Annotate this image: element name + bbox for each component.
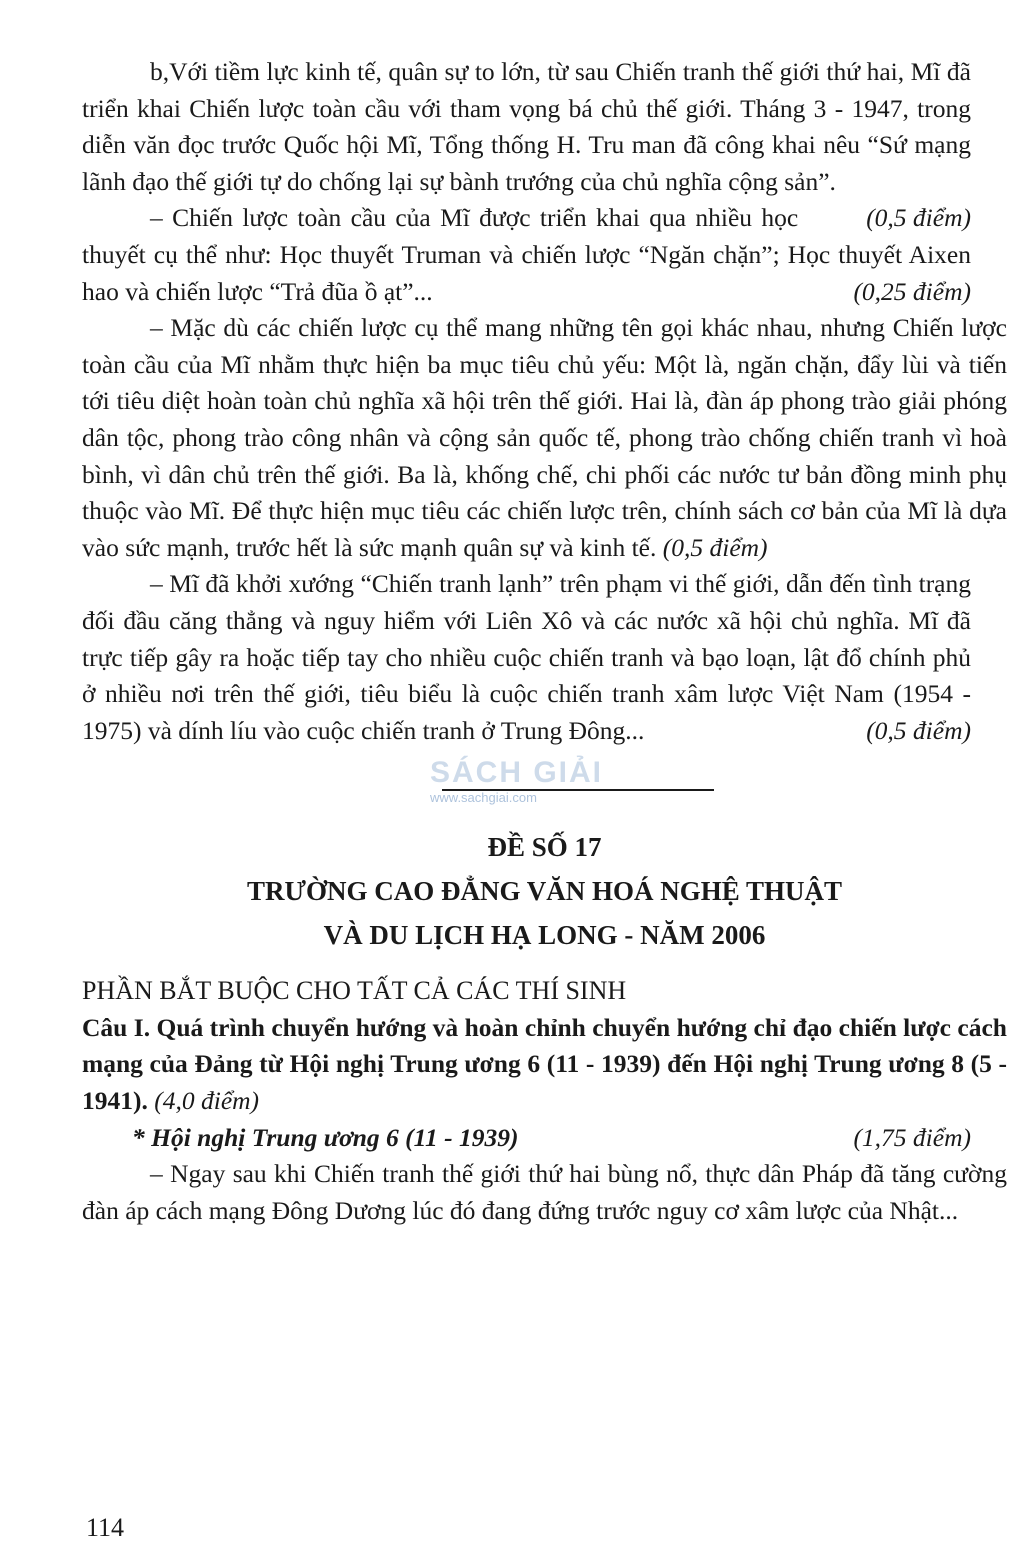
sub-heading-text: * Hội nghị Trung ương 6 (11 - 1939) (132, 1122, 519, 1152)
question-1-text: Câu I. Quá trình chuyển hướng và hoàn chỉnh chuyển hướng chỉ đạo chiến lược cách mạng của Đảng từ Hội nghị Trung ương 6 (11 - 1939) đến Hội nghị Trung ương 8 (5 - 1941). (82, 1012, 1007, 1116)
paragraph-3-text: – Mặc dù các chiến lược cụ thể mang những tên gọi khác nhau, nhưng Chiến lược toàn cầu của Mĩ nhằm thực hiện ba mục tiêu chủ yếu: Một là, ngăn chặn, đẩy lùi và tiến tới tiêu diệt hoàn toàn chủ nghĩa xã hội trên thế giới. Hai là, đàn áp phong trào giải phóng dân tộc, phong trào công nhân và cộng sản quốc tế, phong trào chống chiến tranh vì hoà bình, vì dân chủ trên thế giới. Ba là, khống chế, chi phối các nước tư bản đồng minh phụ thuộc vào Mĩ. Để thực hiện mục tiêu các chiến lược trên, chính sách cơ bản của Mĩ là dựa vào sức mạnh, trước hết là sức mạnh quân sự và kinh tế. (82, 313, 1007, 562)
score-1: (0,5 điểm) (866, 203, 971, 233)
page-content (82, 54, 1007, 1229)
watermark (430, 756, 603, 805)
score-2: (0,25 điểm) (853, 276, 971, 306)
sub-heading-score: (1,75 điểm) (853, 1122, 971, 1152)
paragraph-4-text: – Mĩ đã khởi xướng “Chiến tranh lạnh” trên phạm vi thế giới, dẫn đến tình trạng đối đầu căng thẳng và nguy hiểm với Liên Xô và các nước xã hội chủ nghĩa. Mĩ đã trực tiếp gây ra hoặc tiếp tay cho nhiều cuộc chiến tranh và bạo loạn, lật đổ chính phủ ở nhiều nơi trên thế giới, tiêu biểu là cuộc chiến tranh xâm lược Việt Nam (1954 - 1975) và dính líu vào cuộc chiến tranh ở Trung Đông... (82, 569, 971, 745)
question-1 (82, 1010, 1007, 1120)
answer-body: – Ngay sau khi Chiến tranh thế giới thứ hai bùng nổ, thực dân Pháp đã tăng cường đàn áp cách mạng Đông Dương lúc đó đang đứng trước nguy cơ xâm lược của Nhật... (82, 1159, 1007, 1225)
school-heading-line-1: TRƯỜNG CAO ĐẲNG VĂN HOÁ NGHỆ THUẬT (246, 876, 843, 907)
paragraph-2-text: – Chiến lược toàn cầu của Mĩ được triển khai qua nhiều học thuyết cụ thể như: Học thuyết Truman và chiến lược “Ngăn chặn”; Học thuyết Aixen hao và chiến lược “Trả đũa ồ ạt”... (82, 203, 971, 306)
section-title: PHẦN BẮT BUỘC CHO TẤT CẢ CÁC THÍ SINH (82, 976, 627, 1006)
paragraph-1 (82, 54, 1007, 233)
question-1-score: (4,0 điểm) (154, 1086, 260, 1116)
score-4: (0,5 điểm) (866, 715, 971, 745)
watermark-url: www.sachgiai.com (430, 790, 537, 805)
watermark-logo: SÁCH GIẢI (430, 756, 604, 789)
paragraph-4 (82, 566, 1007, 749)
paragraph-3 (82, 310, 1007, 566)
page-number: 114 (86, 1513, 125, 1542)
school-heading-line-2: VÀ DU LỊCH HẠ LONG - NĂM 2006 (323, 920, 766, 951)
paragraph-1-text: b,Với tiềm lực kinh tế, quân sự to lớn, từ sau Chiến tranh thế giới thứ hai, Mĩ đã triển khai Chiến lược toàn cầu với tham vọng bá chủ thế giới. Tháng 3 - 1947, trong diễn văn đọc trước Quốc hội Mĩ, Tổng thống H. Tru man đã công khai nêu “Sứ mạng lãnh đạo thế giới tự do chống lại sự bành trướng của chủ nghĩa cộng sản”. (82, 57, 971, 196)
exam-number-heading: ĐỀ SỐ 17 (487, 832, 602, 863)
score-3: (0,5 điểm) (662, 532, 768, 562)
sub-heading (82, 1120, 1007, 1157)
